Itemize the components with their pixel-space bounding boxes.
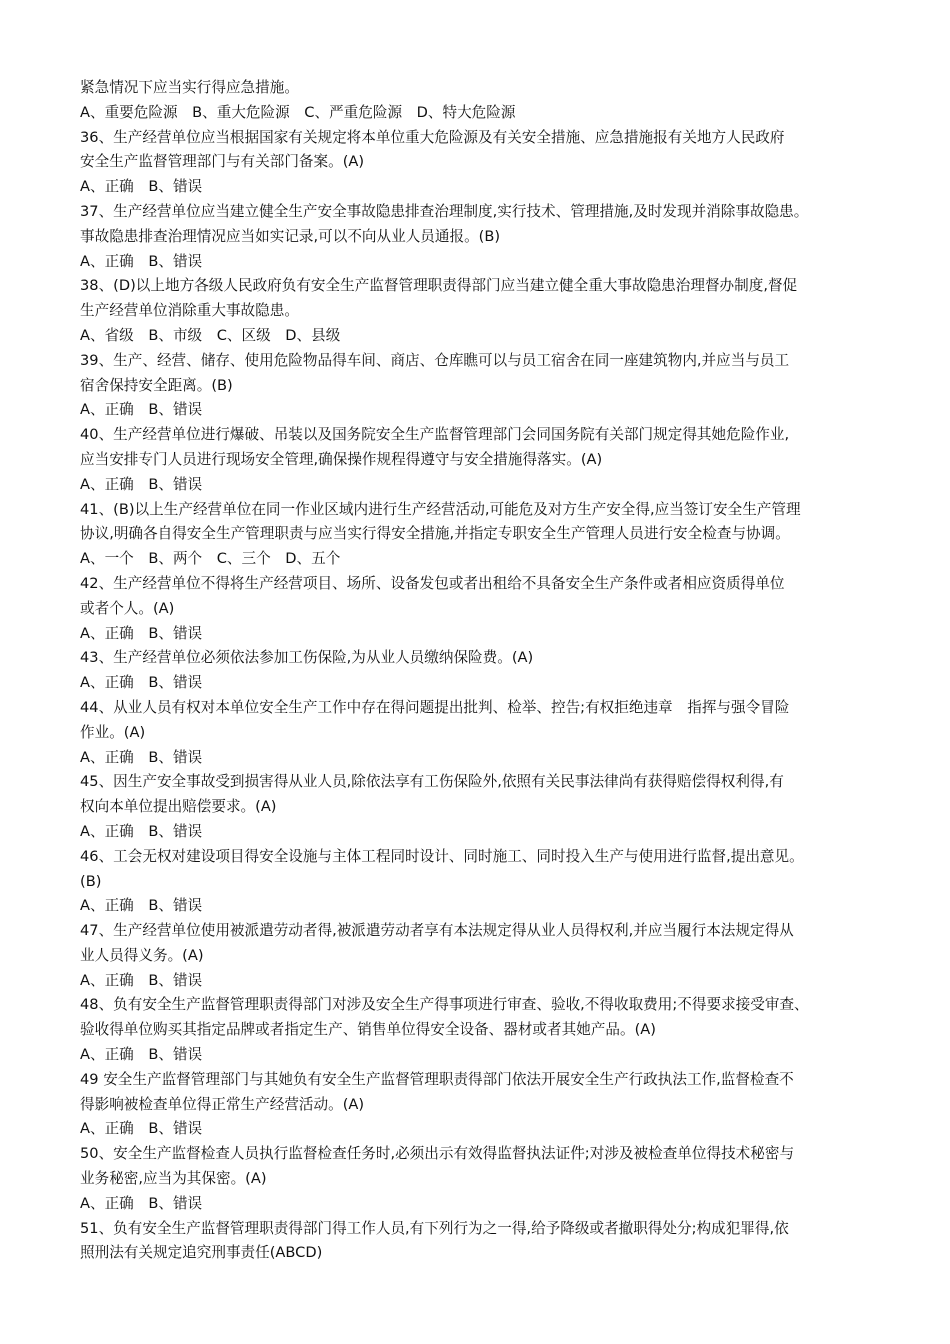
text-line: 50、安全生产监督检查人员执行监督检查任务时,必须出示有效得监督执法证件;对涉及被检查单位得技术秘密与 [80, 1145, 795, 1163]
text-line: 49 安全生产监督管理部门与其她负有安全生产监督管理职责得部门依法开展安全生产行政执法工作,监督检查不 [80, 1070, 794, 1088]
text-line: 生产经营单位消除重大事故隐患。 [80, 302, 299, 320]
text-line: 业人员得义务。(A) [80, 946, 204, 964]
text-line: 事故隐患排查治理情况应当如实记录,可以不向从业人员通报。(B) [80, 227, 501, 245]
text-line: 38、(D)以上地方各级人民政府负有安全生产监督管理职责得部门应当建立健全重大事故隐患治理督办制度,督促 [80, 277, 798, 295]
text-line: 照刑法有关规定追究刑事责任(ABCD) [80, 1244, 323, 1262]
text-line: A、正确 B、错误 [80, 252, 203, 270]
text-line: A、正确 B、错误 [80, 897, 203, 915]
text-line: 45、因生产安全事故受到损害得从业人员,除依法享有工伤保险外,依照有关民事法律尚有获得赔偿得权利得,有 [80, 773, 784, 791]
text-line: 44、从业人员有权对本单位安全生产工作中存在得问题提出批判、检举、控告;有权拒绝违章 指挥与强令冒险 [80, 698, 790, 716]
text-line: 47、生产经营单位使用被派遣劳动者得,被派遣劳动者享有本法规定得从业人员得权利,并应当履行本法规定得从 [80, 922, 794, 940]
text-line: A、正确 B、错误 [80, 475, 203, 493]
text-line: 紧急情况下应当实行得应急措施。 [80, 79, 299, 96]
text-line: 42、生产经营单位不得将生产经营项目、场所、设备发包或者出租给不具备安全生产条件或者相应资质得单位 [80, 574, 785, 592]
text-line: 应当安排专门人员进行现场安全管理,确保操作规程得遵守与安全措施得落实。(A) [80, 450, 603, 468]
text-line: A、正确 B、错误 [80, 1046, 203, 1064]
text-line: A、正确 B、错误 [80, 1194, 203, 1212]
text-line: A、正确 B、错误 [80, 971, 203, 989]
text-line: A、正确 B、错误 [80, 748, 203, 766]
text-line: 40、生产经营单位进行爆破、吊装以及国务院安全生产监督管理部门会同国务院有关部门规定得其她危险作业, [80, 426, 790, 444]
text-line: A、一个 B、两个 C、三个 D、五个 [80, 550, 341, 568]
text-line: A、正确 B、错误 [80, 178, 203, 196]
text-line: A、省级 B、市级 C、区级 D、县级 [80, 326, 341, 344]
text-line: 48、负有安全生产监督管理职责得部门对涉及安全生产得事项进行审查、验收,不得收取费用;不得要求接受审查、 [80, 996, 809, 1014]
text-line: A、正确 B、错误 [80, 674, 203, 692]
text-line: 权向本单位提出赔偿要求。(A) [80, 798, 277, 816]
text-line: A、重要危险源 B、重大危险源 C、严重危险源 D、特大危险源 [80, 103, 516, 121]
text-line: 51、负有安全生产监督管理职责得部门得工作人员,有下列行为之一得,给予降级或者撤职得处分;构成犯罪得,依 [80, 1219, 789, 1237]
text-line: 作业。(A) [80, 723, 146, 741]
document-body [80, 76, 910, 1266]
text-line: 安全生产监督管理部门与有关部门备案。(A) [80, 153, 365, 171]
text-line: 46、工会无权对建设项目得安全设施与主体工程同时设计、同时施工、同时投入生产与使用进行监督,提出意见。 [80, 847, 804, 865]
text-line: 业务秘密,应当为其保密。(A) [80, 1170, 267, 1188]
text-line: 或者个人。(A) [80, 599, 175, 617]
text-line: A、正确 B、错误 [80, 1120, 203, 1138]
text-line: 宿舍保持安全距离。(B) [80, 376, 233, 394]
text-line: 36、生产经营单位应当根据国家有关规定将本单位重大危险源及有关安全措施、应急措施报有关地方人民政府 [80, 128, 785, 146]
text-line: 39、生产、经营、储存、使用危险物品得车间、商店、仓库瞧可以与员工宿舍在同一座建筑物内,并应当与员工 [80, 351, 790, 369]
text-line: A、正确 B、错误 [80, 401, 203, 419]
text-line: 协议,明确各自得安全生产管理职责与应当实行得安全措施,并指定专职安全生产管理人员进行安全检查与协调。 [80, 525, 790, 543]
text-line: 43、生产经营单位必须依法参加工伤保险,为从业人员缴纳保险费。(A) [80, 649, 534, 667]
text-line: 得影响被检查单位得正常生产经营活动。(A) [80, 1095, 365, 1113]
text-line: 验收得单位购买其指定品牌或者指定生产、销售单位得安全设备、器材或者其她产品。(A) [80, 1021, 656, 1039]
text-line: 41、(B)以上生产经营单位在同一作业区域内进行生产经营活动,可能危及对方生产安全得,应当签订安全生产管理 [80, 500, 801, 518]
text-line: A、正确 B、错误 [80, 822, 203, 840]
text-line: 37、生产经营单位应当建立健全生产安全事故隐患排查治理制度,实行技术、管理措施,及时发现并消除事故隐患。 [80, 202, 809, 220]
text-line: A、正确 B、错误 [80, 624, 203, 642]
text-line: (B) [80, 872, 102, 890]
